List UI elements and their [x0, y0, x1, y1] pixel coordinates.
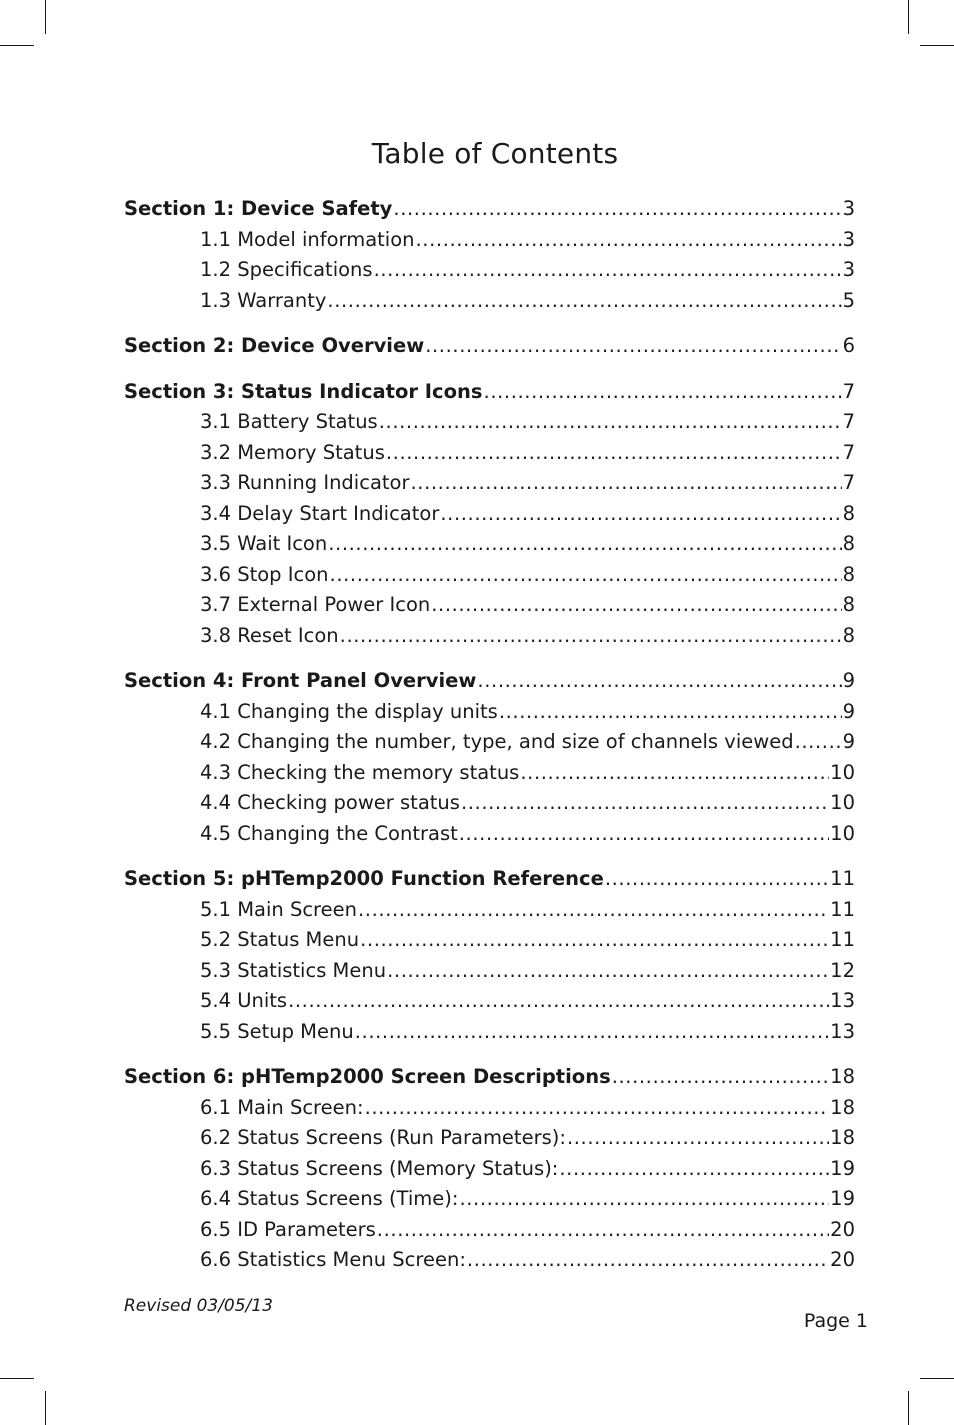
toc-subsection-entry[interactable]	[124, 1245, 855, 1276]
toc-section-entry[interactable]	[124, 666, 855, 697]
dot-leader	[340, 621, 842, 652]
toc-entry-page: 20	[830, 1248, 855, 1271]
toc-subsection-entry[interactable]	[124, 925, 855, 956]
toc-entry-page: 13	[830, 1019, 855, 1043]
toc-subsection-entry[interactable]	[124, 819, 855, 850]
toc-entry-label: 6.3 Status Screens (Memory Status):	[200, 1156, 559, 1180]
revision-date: Revised 03/05/13	[124, 1296, 273, 1316]
toc-subsection-entry[interactable]	[124, 986, 855, 1017]
toc-subsection-entry[interactable]	[124, 1017, 855, 1048]
dot-leader	[612, 1062, 829, 1093]
toc-entry-label: Section 1: Device Safety	[124, 197, 393, 220]
toc-entry-label: 3.8 Reset Icon	[200, 623, 339, 647]
dot-leader	[387, 956, 829, 987]
toc-entry-label: 6.1 Main Screen:	[200, 1095, 364, 1119]
toc-entry-label: 5.3 Statistics Menu	[200, 958, 387, 982]
page-title: Table of Contents	[371, 136, 619, 170]
dot-leader	[374, 255, 842, 286]
dot-leader	[559, 1154, 829, 1185]
toc-subsection-entry[interactable]	[124, 255, 855, 286]
dot-leader	[484, 377, 842, 408]
toc-entry-page: 9	[842, 699, 855, 723]
toc-subsection-entry[interactable]	[124, 956, 855, 987]
toc-entry-page: 8	[842, 593, 855, 616]
toc-entry-label: 6.2 Status Screens (Run Parameters):	[200, 1126, 566, 1149]
dot-leader	[330, 560, 842, 591]
toc-entry-label: 5.4 Units	[200, 989, 288, 1012]
toc-subsection-entry[interactable]	[124, 468, 855, 499]
crop-mark-top-right-h	[920, 45, 954, 46]
toc-entry-page: 3	[842, 197, 855, 220]
crop-mark-top-left-v	[45, 0, 46, 34]
toc-section-entry[interactable]	[124, 1062, 855, 1093]
toc-entry-label: 1.1 Model information	[200, 227, 415, 251]
toc-entry-label: 5.1 Main Screen	[200, 897, 357, 921]
crop-mark-top-left-h	[0, 45, 34, 46]
crop-mark-bottom-left-v	[45, 1391, 46, 1425]
toc-entry-label: 3.3 Running Indicator	[200, 471, 410, 494]
toc-entry-page: 7	[842, 410, 855, 433]
dot-leader	[567, 1123, 829, 1154]
toc-entry-page: 6	[842, 334, 855, 357]
dot-leader	[393, 194, 841, 225]
toc-entry-page: 8	[842, 532, 855, 555]
toc-entry-page: 9	[842, 730, 855, 753]
toc-entry-label: 3.2 Memory Status	[200, 440, 385, 464]
toc-entry-page: 18	[830, 1126, 855, 1149]
crop-mark-top-right-v	[908, 0, 909, 34]
dot-leader	[355, 1017, 829, 1048]
crop-mark-bottom-right-h	[920, 1378, 954, 1379]
toc-entry-label: 6.5 ID Parameters	[200, 1217, 376, 1241]
toc-entry-label: 4.3 Checking the memory status	[200, 760, 520, 784]
toc-entry-page: 5	[842, 288, 855, 312]
toc-subsection-entry[interactable]	[124, 225, 855, 256]
toc-entry-page: 20	[830, 1217, 855, 1241]
toc-subsection-entry[interactable]	[124, 621, 855, 652]
toc-entry-page: 7	[842, 440, 855, 464]
dot-leader	[477, 666, 841, 697]
toc-entry-page: 19	[830, 1187, 855, 1210]
page-number: Page 1	[803, 1310, 868, 1332]
toc-entry-page: 19	[830, 1156, 855, 1180]
toc-subsection-entry[interactable]	[124, 1184, 855, 1215]
dot-leader	[461, 788, 829, 819]
dot-leader	[386, 438, 842, 469]
toc-entry-label: 6.6 Statistics Menu Screen:	[200, 1248, 466, 1271]
toc-subsection-entry[interactable]	[124, 697, 855, 728]
toc-entry-page: 10	[830, 760, 855, 784]
toc-subsection-entry[interactable]	[124, 560, 855, 591]
toc-subsection-entry[interactable]	[124, 727, 855, 758]
dot-leader	[377, 1215, 829, 1246]
dot-leader	[440, 499, 841, 530]
dot-leader	[379, 407, 842, 438]
toc-entry-page: 8	[842, 501, 855, 525]
dot-leader	[358, 895, 829, 926]
toc-subsection-entry[interactable]	[124, 1093, 855, 1124]
dot-leader	[416, 225, 842, 256]
toc-entry-label: 1.2 Specifications	[200, 258, 373, 281]
toc-entry-label: Section 3: Status Indicator Icons	[124, 379, 483, 403]
toc-entry-label: 3.1 Battery Status	[200, 410, 378, 433]
dot-leader	[467, 1245, 829, 1276]
dot-leader	[795, 727, 842, 758]
toc-subsection-entry[interactable]	[124, 895, 855, 926]
toc-entry-label: Section 2: Device Overview	[124, 334, 425, 357]
toc-entry-label: 4.4 Checking power status	[200, 791, 460, 814]
toc-subsection-entry[interactable]	[124, 1215, 855, 1246]
toc-entry-page: 9	[842, 669, 855, 692]
toc-entry-label: Section 6: pHTemp2000 Screen Descriptions	[124, 1065, 611, 1088]
toc-entry-page: 11	[830, 928, 855, 951]
toc-section-entry[interactable]	[124, 864, 855, 895]
toc-subsection-entry[interactable]	[124, 590, 855, 621]
toc-entry-label: 1.3 Warranty	[200, 288, 327, 312]
toc-entry-page: 8	[842, 562, 855, 586]
dot-leader	[459, 819, 829, 850]
dot-leader	[327, 286, 841, 317]
toc-entry-page: 8	[842, 623, 855, 647]
toc-subsection-entry[interactable]	[124, 407, 855, 438]
toc-entry-page: 11	[830, 897, 855, 921]
toc-entry-page: 10	[830, 821, 855, 845]
dot-leader	[431, 590, 841, 621]
toc-section-entry[interactable]	[124, 377, 855, 408]
toc-entry-page: 18	[830, 1095, 855, 1119]
toc-subsection-entry[interactable]	[124, 438, 855, 469]
toc-subsection-entry[interactable]	[124, 1154, 855, 1185]
toc-section-entry[interactable]	[124, 331, 855, 362]
toc-subsection-entry[interactable]	[124, 286, 855, 317]
crop-mark-bottom-right-v	[908, 1391, 909, 1425]
toc-entry-page: 11	[830, 867, 855, 890]
dot-leader	[410, 468, 841, 499]
toc-entry-page: 3	[842, 227, 855, 251]
dot-leader	[499, 697, 842, 728]
crop-mark-bottom-left-h	[0, 1378, 34, 1379]
toc-entry-page: 3	[842, 258, 855, 281]
toc-subsection-entry[interactable]	[124, 788, 855, 819]
toc-subsection-entry[interactable]	[124, 1123, 855, 1154]
dot-leader	[459, 1184, 829, 1215]
toc-entry-label: Section 5: pHTemp2000 Function Reference	[124, 867, 604, 890]
toc-entry-label: 3.6 Stop Icon	[200, 562, 329, 586]
toc-entry-page: 7	[842, 471, 855, 494]
toc-entry-label: Section 4: Front Panel Overview	[124, 669, 477, 692]
toc-entry-label: 3.7 External Power Icon	[200, 593, 431, 616]
toc-subsection-entry[interactable]	[124, 499, 855, 530]
dot-leader	[328, 529, 841, 560]
toc-subsection-entry[interactable]	[124, 529, 855, 560]
toc-entry-page: 7	[842, 379, 855, 403]
toc-entry-label: 3.4 Delay Start Indicator	[200, 501, 440, 525]
toc-entry-label: 4.2 Changing the number, type, and size of channels viewed	[200, 730, 794, 753]
dot-leader	[520, 758, 829, 789]
dot-leader	[365, 1093, 830, 1124]
toc-entry-label: 5.2 Status Menu	[200, 928, 360, 951]
toc-entry-label: 6.4 Status Screens (Time):	[200, 1187, 459, 1210]
toc-entry-label: 4.1 Changing the display units	[200, 699, 498, 723]
toc-section-entry[interactable]	[124, 194, 855, 225]
toc-subsection-entry[interactable]	[124, 758, 855, 789]
dot-leader	[360, 925, 829, 956]
toc-entry-page: 13	[830, 989, 855, 1012]
toc-entry-page: 10	[830, 791, 855, 814]
table-of-contents	[124, 194, 855, 1276]
dot-leader	[605, 864, 829, 895]
toc-entry-page: 18	[830, 1065, 855, 1088]
toc-entry-label: 3.5 Wait Icon	[200, 532, 328, 555]
toc-entry-label: 5.5 Setup Menu	[200, 1019, 354, 1043]
toc-entry-label: 4.5 Changing the Contrast	[200, 821, 458, 845]
toc-entry-page: 12	[830, 958, 855, 982]
dot-leader	[425, 331, 841, 362]
dot-leader	[288, 986, 829, 1017]
